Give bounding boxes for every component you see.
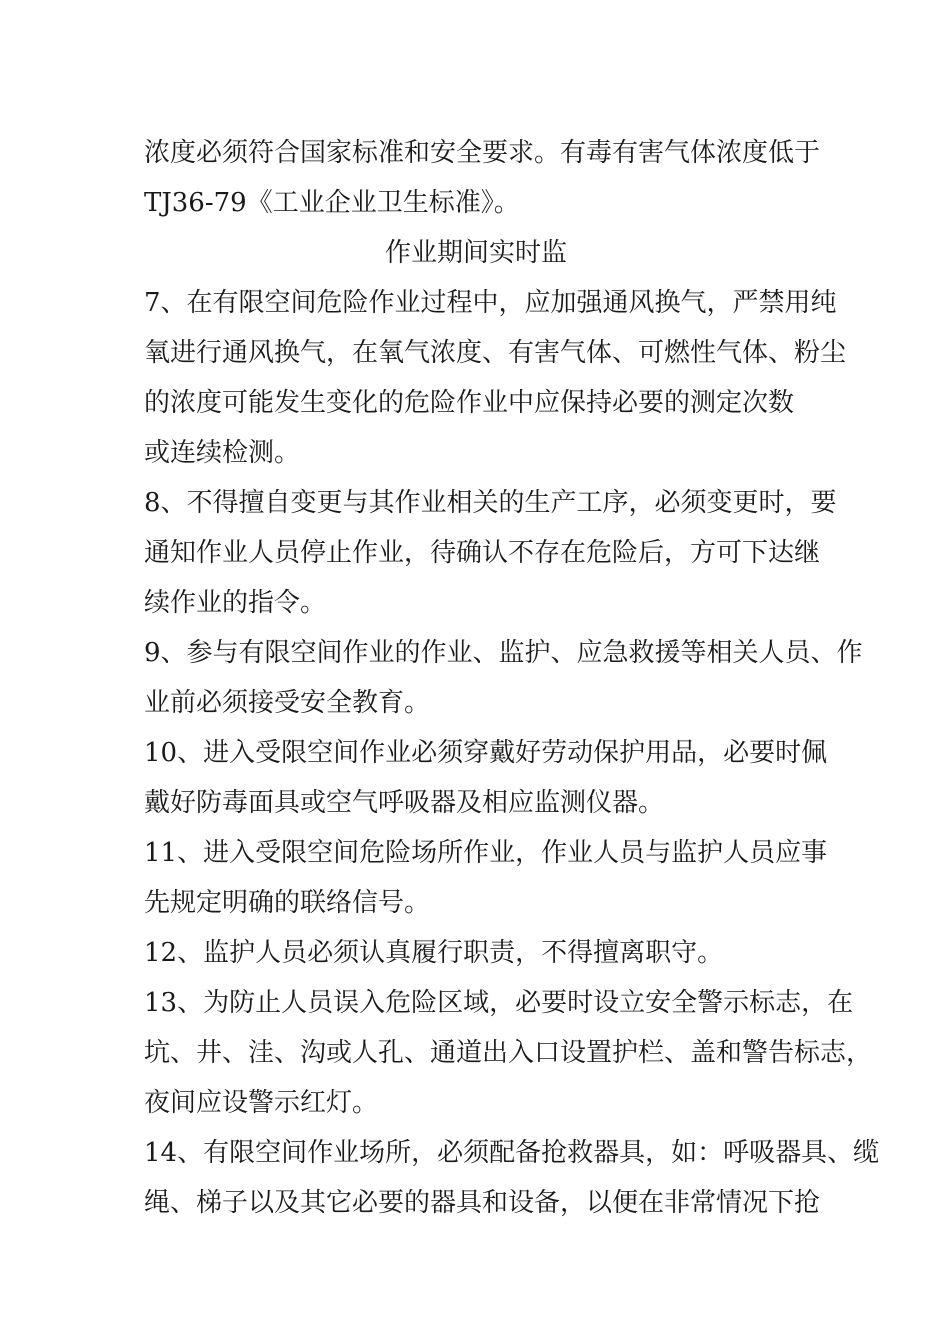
paragraph-item-7: [144, 278, 847, 478]
text-line: 绳、梯子以及其它必要的器具和设备，以便在非常情况下抢: [144, 1188, 821, 1218]
text-line: TJ36-79《工业企业卫生标准》。: [144, 188, 520, 218]
text-line: 的浓度可能发生变化的危险作业中应保持必要的测定次数: [144, 388, 795, 418]
text-line: 10、进入受限空间作业必须穿戴好劳动保护用品，必要时佩: [144, 738, 828, 768]
paragraph-intro: [144, 128, 821, 228]
text-line: 11、进入受限空间危险场所作业，作业人员与监护人员应事: [144, 838, 828, 868]
text-line: 先规定明确的联络信号。: [144, 888, 431, 918]
text-line: 续作业的指令。: [144, 588, 327, 618]
text-line: 作业期间实时监: [384, 238, 567, 268]
text-line: 通知作业人员停止作业，待确认不存在危险后，方可下达继: [144, 538, 821, 568]
text-line: 业前必须接受安全教育。: [144, 688, 431, 718]
text-line: 7、在有限空间危险作业过程中，应加强通风换气，严禁用纯: [144, 288, 837, 318]
text-line: 浓度必须符合国家标准和安全要求。有毒有害气体浓度低于: [144, 138, 821, 168]
text-line: 夜间应设警示红灯。: [144, 1088, 379, 1118]
paragraph-item-9: [144, 628, 863, 728]
document-page: [144, 128, 880, 1228]
text-line: 13、为防止人员误入危险区域，必要时设立安全警示标志，在: [144, 988, 854, 1018]
text-line: 坑、井、洼、沟或人孔、通道出入口设置护栏、盖和警告标志，: [144, 1038, 873, 1068]
text-line: 或连续检测。: [144, 438, 301, 468]
paragraph-item-12: [144, 928, 808, 978]
text-line: 12、监护人员必须认真履行职责，不得擅离职守。: [144, 938, 724, 968]
paragraph-item-11: [144, 828, 828, 928]
paragraph-item-10: [144, 728, 828, 828]
text-line: 戴好防毒面具或空气呼吸器及相应监测仪器。: [144, 788, 665, 818]
text-line: 8、不得擅自变更与其作业相关的生产工序，必须变更时，要: [144, 488, 837, 518]
text-line: 9、参与有限空间作业的作业、监护、应急救援等相关人员、作: [144, 638, 863, 668]
text-line: 氧进行通风换气，在氧气浓度、有害气体、可燃性气体、粉尘: [144, 338, 847, 368]
paragraph-section-heading: [144, 228, 808, 278]
paragraph-item-14: [144, 1128, 880, 1228]
text-line: 14、有限空间作业场所，必须配备抢救器具，如：呼吸器具、缆: [144, 1138, 880, 1168]
paragraph-item-8: [144, 478, 837, 628]
paragraph-item-13: [144, 978, 873, 1128]
